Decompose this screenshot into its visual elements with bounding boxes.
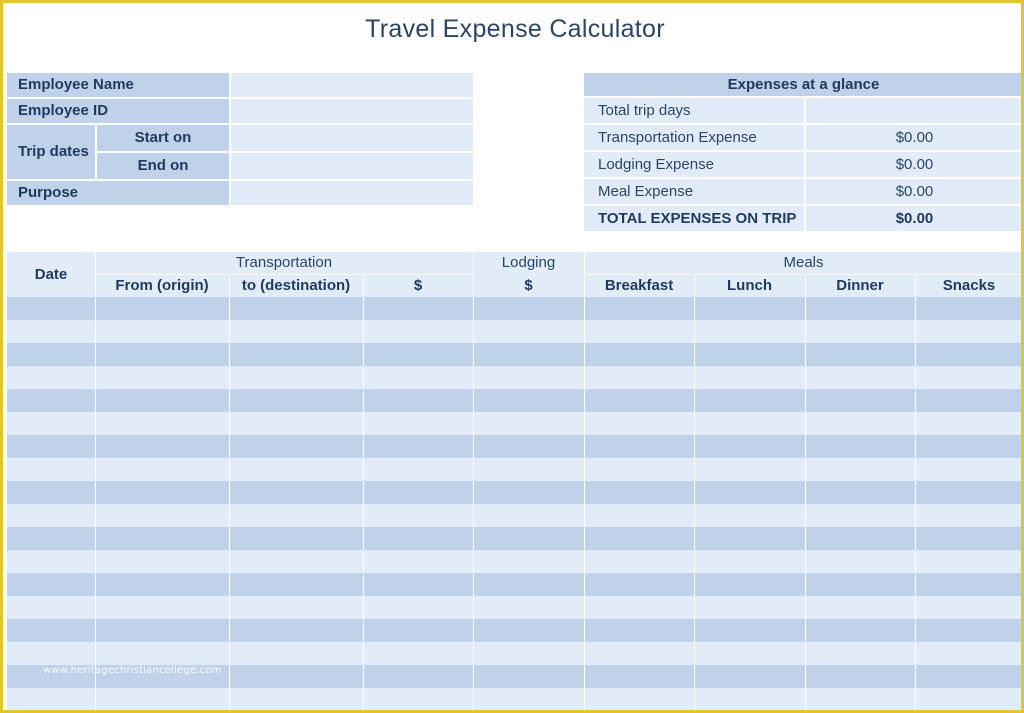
transportation-amount-cell[interactable] (363, 504, 473, 527)
to-destination-cell[interactable] (229, 343, 363, 366)
dinner-cell[interactable] (805, 573, 915, 596)
table-row (7, 619, 1023, 642)
dinner-cell[interactable] (805, 320, 915, 343)
lunch-cell[interactable] (694, 619, 805, 642)
dinner-cell[interactable] (805, 297, 915, 320)
glance-value[interactable]: $0.00 (804, 152, 1023, 177)
lunch-cell[interactable] (694, 412, 805, 435)
transportation-amount-cell[interactable] (363, 596, 473, 619)
lodging-amount-cell[interactable] (473, 504, 584, 527)
snacks-cell[interactable] (915, 435, 1023, 458)
lodging-amount-cell[interactable] (473, 688, 584, 711)
snacks-cell[interactable] (915, 389, 1023, 412)
lodging-amount-cell[interactable] (473, 320, 584, 343)
breakfast-cell[interactable] (584, 481, 694, 504)
expense-grid (7, 252, 1023, 711)
snacks-cell[interactable] (915, 366, 1023, 389)
table-row (7, 642, 1023, 665)
employee-id-row (7, 97, 473, 123)
from-origin-cell[interactable] (95, 412, 229, 435)
to-destination-cell[interactable] (229, 527, 363, 550)
snacks-cell[interactable] (915, 642, 1023, 665)
transportation-amount-cell[interactable] (363, 527, 473, 550)
purpose-row (7, 179, 473, 205)
from-origin-cell[interactable] (95, 504, 229, 527)
dinner-cell[interactable] (805, 389, 915, 412)
glance-value[interactable]: $0.00 (804, 125, 1023, 150)
dinner-cell[interactable] (805, 665, 915, 688)
to-destination-cell[interactable] (229, 619, 363, 642)
lodging-amount-cell[interactable] (473, 297, 584, 320)
transportation-amount-cell[interactable] (363, 642, 473, 665)
snacks-cell[interactable] (915, 320, 1023, 343)
watermark-text: www.heritagechristiancollege.com (43, 665, 222, 676)
to-destination-cell[interactable] (229, 550, 363, 573)
lunch-cell[interactable] (694, 458, 805, 481)
to-destination-cell[interactable] (229, 642, 363, 665)
breakfast-cell[interactable] (584, 297, 694, 320)
transportation-amount-cell[interactable] (363, 665, 473, 688)
lunch-cell[interactable] (694, 642, 805, 665)
date-cell[interactable] (7, 435, 95, 458)
date-cell[interactable] (7, 297, 95, 320)
lunch-cell[interactable] (694, 550, 805, 573)
transportation-amount-cell[interactable] (363, 458, 473, 481)
to-destination-cell[interactable] (229, 458, 363, 481)
dinner-cell[interactable] (805, 619, 915, 642)
start-on-label: Start on (95, 125, 229, 151)
lunch-cell[interactable] (694, 481, 805, 504)
breakfast-cell[interactable] (584, 688, 694, 711)
lunch-cell[interactable] (694, 596, 805, 619)
from-origin-cell[interactable] (95, 527, 229, 550)
dinner-header: Dinner (836, 277, 884, 294)
from-origin-cell[interactable] (95, 573, 229, 596)
snacks-cell[interactable] (915, 527, 1023, 550)
from-origin-cell[interactable] (95, 642, 229, 665)
from-origin-header: From (origin) (115, 277, 209, 294)
lodging-amount-header: $ (524, 277, 533, 294)
date-cell[interactable] (7, 458, 95, 481)
transportation-amount-cell[interactable] (363, 481, 473, 504)
lodging-amount-cell[interactable] (473, 550, 584, 573)
to-destination-cell[interactable] (229, 389, 363, 412)
glance-label: Transportation Expense (598, 129, 757, 146)
breakfast-cell[interactable] (584, 343, 694, 366)
trip-dates-label: Trip dates (7, 125, 95, 179)
table-row (7, 688, 1023, 711)
lodging-amount-cell[interactable] (473, 412, 584, 435)
date-cell[interactable] (7, 550, 95, 573)
breakfast-cell[interactable] (584, 550, 694, 573)
from-origin-cell[interactable] (95, 366, 229, 389)
from-origin-cell[interactable] (95, 688, 229, 711)
breakfast-cell[interactable] (584, 527, 694, 550)
from-origin-cell[interactable] (95, 297, 229, 320)
lodging-amount-cell[interactable] (473, 366, 584, 389)
breakfast-cell[interactable] (584, 596, 694, 619)
snacks-cell[interactable] (915, 550, 1023, 573)
snacks-cell[interactable] (915, 412, 1023, 435)
lunch-cell[interactable] (694, 688, 805, 711)
snacks-cell[interactable] (915, 665, 1023, 688)
glance-row-meal (584, 177, 1023, 204)
lodging-group-header: Lodging (501, 254, 556, 271)
date-cell[interactable] (7, 343, 95, 366)
snacks-cell[interactable] (915, 504, 1023, 527)
lunch-cell[interactable] (694, 665, 805, 688)
breakfast-cell[interactable] (584, 458, 694, 481)
glance-row-total (584, 204, 1023, 231)
snacks-cell[interactable] (915, 596, 1023, 619)
lodging-amount-cell[interactable] (473, 389, 584, 412)
glance-value[interactable]: $0.00 (804, 179, 1023, 204)
breakfast-cell[interactable] (584, 504, 694, 527)
breakfast-cell[interactable] (584, 412, 694, 435)
breakfast-cell[interactable] (584, 435, 694, 458)
employee-info-table (7, 73, 473, 205)
column-divider (694, 274, 695, 297)
dinner-cell[interactable] (805, 458, 915, 481)
snacks-cell[interactable] (915, 573, 1023, 596)
snacks-cell[interactable] (915, 619, 1023, 642)
snacks-header: Snacks (942, 277, 996, 294)
lunch-header: Lunch (727, 277, 772, 294)
lodging-amount-cell[interactable] (473, 527, 584, 550)
from-origin-cell[interactable] (95, 596, 229, 619)
transportation-amount-header: $ (413, 277, 423, 294)
lunch-cell[interactable] (694, 366, 805, 389)
dinner-cell[interactable] (805, 435, 915, 458)
snacks-cell[interactable] (915, 297, 1023, 320)
table-row (7, 481, 1023, 504)
date-cell[interactable] (7, 366, 95, 389)
from-origin-cell[interactable] (95, 550, 229, 573)
date-cell[interactable] (7, 504, 95, 527)
lodging-amount-cell[interactable] (473, 596, 584, 619)
expense-grid-header (7, 252, 1023, 297)
column-divider (473, 252, 474, 297)
glance-header: Expenses at a glance (584, 73, 1023, 96)
start-on-field[interactable] (229, 125, 473, 151)
dinner-cell[interactable] (805, 596, 915, 619)
lunch-cell[interactable] (694, 527, 805, 550)
expenses-glance-table (584, 73, 1023, 231)
from-origin-cell[interactable] (95, 458, 229, 481)
glance-value[interactable] (804, 98, 1023, 123)
from-origin-cell[interactable] (95, 619, 229, 642)
dinner-cell[interactable] (805, 412, 915, 435)
to-destination-cell[interactable] (229, 366, 363, 389)
dinner-cell[interactable] (805, 527, 915, 550)
transportation-amount-cell[interactable] (363, 412, 473, 435)
total-expenses-label: TOTAL EXPENSES ON TRIP (598, 210, 797, 227)
glance-row-transportation (584, 123, 1023, 150)
table-row (7, 504, 1023, 527)
table-row (7, 458, 1023, 481)
snacks-cell[interactable] (915, 481, 1023, 504)
transportation-amount-cell[interactable] (363, 550, 473, 573)
table-row (7, 389, 1023, 412)
to-destination-cell[interactable] (229, 688, 363, 711)
from-origin-cell[interactable] (95, 389, 229, 412)
lunch-cell[interactable] (694, 343, 805, 366)
table-row (7, 573, 1023, 596)
lodging-amount-cell[interactable] (473, 481, 584, 504)
lodging-amount-cell[interactable] (473, 573, 584, 596)
glance-label: Total trip days (598, 102, 691, 119)
employee-name-label: Employee Name (7, 73, 229, 97)
lodging-amount-cell[interactable] (473, 458, 584, 481)
lunch-cell[interactable] (694, 504, 805, 527)
date-cell[interactable] (7, 596, 95, 619)
breakfast-cell[interactable] (584, 389, 694, 412)
table-row (7, 550, 1023, 573)
dinner-cell[interactable] (805, 481, 915, 504)
date-column-header: Date (34, 266, 68, 283)
snacks-cell[interactable] (915, 688, 1023, 711)
dinner-cell[interactable] (805, 366, 915, 389)
breakfast-header: Breakfast (604, 277, 674, 294)
to-destination-cell[interactable] (229, 320, 363, 343)
employee-id-field[interactable] (229, 99, 473, 123)
dinner-cell[interactable] (805, 688, 915, 711)
dinner-cell[interactable] (805, 642, 915, 665)
lodging-amount-cell[interactable] (473, 343, 584, 366)
breakfast-cell[interactable] (584, 642, 694, 665)
date-cell[interactable] (7, 619, 95, 642)
to-destination-header: to (destination) (241, 277, 351, 294)
lunch-cell[interactable] (694, 320, 805, 343)
employee-name-row (7, 73, 473, 97)
transportation-amount-cell[interactable] (363, 343, 473, 366)
breakfast-cell[interactable] (584, 320, 694, 343)
glance-label: Meal Expense (598, 183, 694, 200)
transportation-amount-cell[interactable] (363, 619, 473, 642)
date-cell[interactable] (7, 412, 95, 435)
table-row (7, 412, 1023, 435)
total-expenses-value[interactable]: $0.00 (804, 206, 1023, 231)
expense-grid-body (7, 297, 1023, 711)
employee-id-label: Employee ID (7, 99, 229, 123)
lunch-cell[interactable] (694, 297, 805, 320)
end-on-field[interactable] (229, 153, 473, 179)
breakfast-cell[interactable] (584, 573, 694, 596)
trip-dates-block (7, 123, 473, 179)
dinner-cell[interactable] (805, 504, 915, 527)
column-divider (915, 274, 916, 297)
breakfast-cell[interactable] (584, 665, 694, 688)
date-cell[interactable] (7, 481, 95, 504)
lodging-amount-cell[interactable] (473, 619, 584, 642)
snacks-cell[interactable] (915, 343, 1023, 366)
lunch-cell[interactable] (694, 389, 805, 412)
transportation-amount-cell[interactable] (363, 688, 473, 711)
from-origin-cell[interactable] (95, 481, 229, 504)
end-on-label: End on (95, 153, 229, 179)
meals-group-header: Meals (783, 254, 824, 271)
table-row (7, 596, 1023, 619)
date-cell[interactable] (7, 642, 95, 665)
date-cell[interactable] (7, 527, 95, 550)
transportation-amount-cell[interactable] (363, 366, 473, 389)
snacks-cell[interactable] (915, 458, 1023, 481)
from-origin-cell[interactable] (95, 435, 229, 458)
table-row (7, 297, 1023, 320)
from-origin-cell[interactable] (95, 320, 229, 343)
employee-name-field[interactable] (229, 73, 473, 97)
date-cell[interactable] (7, 573, 95, 596)
transportation-amount-cell[interactable] (363, 297, 473, 320)
lodging-amount-cell[interactable] (473, 435, 584, 458)
breakfast-cell[interactable] (584, 619, 694, 642)
transportation-amount-cell[interactable] (363, 435, 473, 458)
table-row (7, 366, 1023, 389)
column-divider (805, 274, 806, 297)
purpose-field[interactable] (229, 181, 473, 205)
transportation-group-header: Transportation (235, 254, 333, 271)
from-origin-cell[interactable] (95, 343, 229, 366)
transportation-amount-cell[interactable] (363, 573, 473, 596)
breakfast-cell[interactable] (584, 366, 694, 389)
to-destination-cell[interactable] (229, 412, 363, 435)
column-divider (584, 252, 585, 297)
to-destination-cell[interactable] (229, 596, 363, 619)
page-title: Travel Expense Calculator (365, 15, 665, 43)
date-cell[interactable] (7, 389, 95, 412)
lunch-cell[interactable] (694, 435, 805, 458)
to-destination-cell[interactable] (229, 665, 363, 688)
to-destination-cell[interactable] (229, 573, 363, 596)
transportation-amount-cell[interactable] (363, 320, 473, 343)
glance-label: Lodging Expense (598, 156, 714, 173)
table-row (7, 435, 1023, 458)
dinner-cell[interactable] (805, 550, 915, 573)
lunch-cell[interactable] (694, 573, 805, 596)
to-destination-cell[interactable] (229, 481, 363, 504)
dinner-cell[interactable] (805, 343, 915, 366)
transportation-amount-cell[interactable] (363, 389, 473, 412)
to-destination-cell[interactable] (229, 504, 363, 527)
to-destination-cell[interactable] (229, 435, 363, 458)
column-divider (363, 274, 364, 297)
table-row (7, 527, 1023, 550)
date-cell[interactable] (7, 320, 95, 343)
table-row (7, 320, 1023, 343)
table-row (7, 343, 1023, 366)
column-divider (95, 252, 96, 297)
column-divider (229, 274, 230, 297)
purpose-label: Purpose (7, 181, 229, 205)
date-cell[interactable] (7, 688, 95, 711)
glance-row-lodging (584, 150, 1023, 177)
glance-row-trip-days (584, 96, 1023, 123)
lodging-amount-cell[interactable] (473, 642, 584, 665)
to-destination-cell[interactable] (229, 297, 363, 320)
lodging-amount-cell[interactable] (473, 665, 584, 688)
